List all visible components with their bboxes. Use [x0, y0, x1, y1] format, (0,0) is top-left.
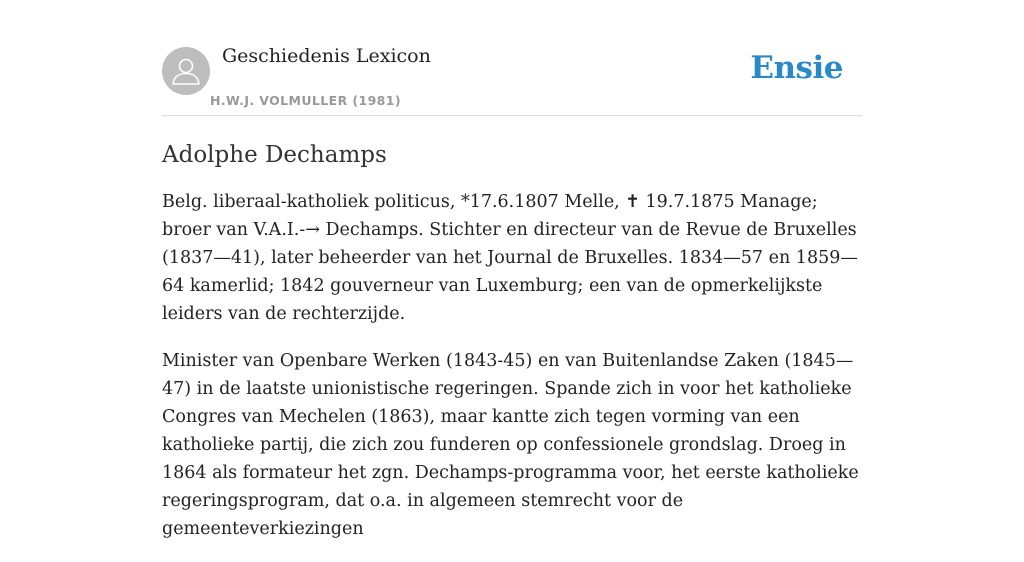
lexicon-author-link[interactable]: H.W.J. VOLMULLER (1981) — [210, 93, 401, 108]
ensie-logo-link[interactable]: Ensie — [750, 50, 843, 86]
article-body — [162, 188, 862, 543]
article-paragraph: Minister van Openbare Werken (1843-45) en van Buitenlandse Zaken (1845—47) in de laatste unionistische regeringen. Spande zich in voor het katholieke Congres van Mechelen (1863), maar kantte zich tegen vorming van een katholieke partij, die zich zou funderen op confessionele grondslag. Droeg in 1864 als formateur het zgn. Dechamps-programma voor, het eerste katholieke regeringsprogram, dat o.a. in algemeen stemrecht voor de gemeenteverkiezingen — [162, 351, 859, 539]
article-title: Adolphe Dechamps — [162, 142, 387, 168]
article-paragraph: Belg. liberaal-katholiek politicus, *17.6.1807 Melle, ✝ 19.7.1875 Manage; broer van V.A.I.-→ Dechamps. Stichter en directeur van de Revue de Bruxelles (1837—41), later beheerder van het Journal de Bruxelles. 1834—57 en 1859—64 kamerlid; 1842 gouverneur van Luxemburg; een van de opmerkelijkste leiders van de rechterzijde. — [162, 192, 858, 324]
lexicon-header — [162, 0, 862, 116]
lexicon-title-link[interactable]: Geschiedenis Lexicon — [222, 45, 431, 67]
content-column — [162, 0, 862, 562]
user-icon — [162, 47, 210, 95]
avatar[interactable] — [162, 47, 210, 95]
